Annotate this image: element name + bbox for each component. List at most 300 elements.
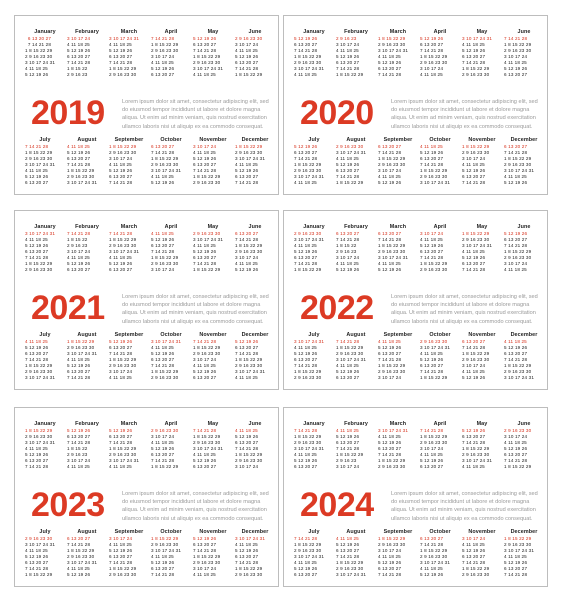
month-name: March <box>389 224 407 230</box>
week-day-row: 4 11 18 25 <box>109 42 132 47</box>
calendar-card-2021 <box>14 210 279 390</box>
week-day-row: 5 12 19 26 <box>67 428 91 433</box>
week-day-row: 5 12 19 26 <box>462 375 486 380</box>
week-day-row: 3 10 17 24 31 <box>336 150 367 155</box>
week-day-row: 7 14 21 28 <box>336 237 360 242</box>
week-day-row: 3 10 17 24 31 <box>294 554 325 559</box>
month-name: October <box>429 137 451 143</box>
week-day-row: 5 12 19 26 <box>336 369 360 374</box>
week-day-row: 3 10 17 24 31 <box>294 446 325 451</box>
week-day-row: 6 13 20 27 <box>193 542 217 547</box>
week-day-row: 7 14 21 28 <box>151 249 175 254</box>
week-day-row: 7 14 21 28 <box>109 60 133 65</box>
week-day-row: 7 14 21 28 <box>336 446 360 451</box>
month-name: June <box>248 29 262 35</box>
week-day-row: 3 10 17 24 31 <box>67 351 98 356</box>
week-day-row: 5 12 19 26 <box>25 174 49 179</box>
week-day-row: 2 9 16 23 30 <box>294 548 322 553</box>
calendar-card-2022 <box>283 210 548 390</box>
week-day-row: 6 13 20 27 <box>420 464 444 469</box>
week-day-row: 1 8 15 22 29 <box>25 572 53 577</box>
week-day-row: 1 8 15 22 29 <box>462 66 490 71</box>
week-day-row: 2 9 16 23 30 <box>462 237 490 242</box>
week-day-row: 7 14 21 28 <box>294 363 318 368</box>
month-block <box>193 29 233 80</box>
week-day-row: 5 12 19 26 <box>67 150 91 155</box>
week-day-row: 3 10 17 24 <box>420 66 444 71</box>
week-day-row: 4 11 18 25 <box>378 339 401 344</box>
week-day-row: 1 8 15 22 29 <box>235 566 263 571</box>
week-day-row: 3 10 17 24 31 <box>235 156 266 161</box>
week-day-row: 5 12 19 26 <box>151 237 175 242</box>
week-day-row: 4 11 18 25 <box>25 339 48 344</box>
week-day-row: 7 14 21 28 <box>193 261 217 266</box>
week-day-row: 7 14 21 28 <box>151 572 175 577</box>
year-title: 2021 <box>31 289 105 327</box>
week-day-row: 6 13 20 27 <box>235 554 259 559</box>
week-day-row: 4 11 18 25 <box>378 54 401 59</box>
week-day-row: 1 8 15 22 29 <box>193 54 221 59</box>
month-block <box>462 137 502 188</box>
week-day-row: 4 11 18 25 <box>193 572 216 577</box>
week-day-row: 2 9 16 23 30 <box>378 249 406 254</box>
week-day-row: 6 13 20 27 <box>504 566 528 571</box>
month-name: March <box>389 421 407 427</box>
week-day-row: 3 10 17 24 31 <box>294 66 325 71</box>
week-day-row: 4 11 18 25 <box>235 48 258 53</box>
week-day-row: 4 11 18 25 <box>151 554 174 559</box>
week-day-row: 6 13 20 27 <box>235 174 259 179</box>
week-day-row: 1 8 15 22 29 <box>25 428 53 433</box>
week-day-row: 6 13 20 27 <box>294 572 318 577</box>
week-day-row: 7 14 21 28 <box>504 150 528 155</box>
week-day-row: 1 8 15 22 29 <box>67 548 95 553</box>
week-day-row: 1 8 15 22 29 <box>420 261 448 266</box>
month-block <box>25 421 65 472</box>
month-block <box>193 332 233 383</box>
month-block <box>151 421 191 472</box>
week-day-row: 4 11 18 25 <box>235 162 258 167</box>
week-day-row: 5 12 19 26 <box>504 345 528 350</box>
week-day-row: 6 13 20 27 <box>25 458 49 463</box>
week-day-row: 7 14 21 28 <box>235 446 259 451</box>
week-day-row: 1 8 15 22 29 <box>25 48 53 53</box>
week-day-row: 3 10 17 24 <box>109 156 133 161</box>
month-name: June <box>517 421 531 427</box>
month-block <box>25 29 65 80</box>
week-day-row: 2 9 16 23 30 <box>378 464 406 469</box>
week-day-row: 4 11 18 25 <box>462 369 485 374</box>
week-day-row: 2 9 16 23 <box>336 458 357 463</box>
week-day-row: 6 13 20 27 <box>151 566 175 571</box>
month-block <box>294 137 334 188</box>
month-name: December <box>241 332 269 338</box>
week-day-row: 6 13 20 27 <box>336 168 360 173</box>
month-name: June <box>517 29 531 35</box>
week-day-row: 3 10 17 24 31 <box>25 231 56 236</box>
week-day-row: 4 11 18 25 <box>25 66 48 71</box>
months-jan-jun <box>290 224 541 275</box>
week-day-row: 1 8 15 22 29 <box>462 351 490 356</box>
month-name: January <box>34 224 56 230</box>
week-day-row: 6 13 20 27 <box>462 174 486 179</box>
placeholder-text: Lorem ipsum dolor sit amet, consectetur adipiscing elit, sed do eiusmod tempor incididunt ut labore et dolore magna aliqua. Ut enim ad minim veniam, quis nostrud exercitation ullamco laboris nisi ut aliquip ex ea commodo consequat. <box>122 99 269 130</box>
week-day-row: 6 13 20 27 <box>336 440 360 445</box>
week-day-row: 5 12 19 26 <box>504 446 528 451</box>
week-day-row: 1 8 15 22 29 <box>235 243 263 248</box>
week-day-row: 1 8 15 22 29 <box>504 464 532 469</box>
month-name: October <box>429 332 451 338</box>
month-name: November <box>199 137 227 143</box>
week-day-row: 7 14 21 28 <box>504 458 528 463</box>
week-day-row: 1 8 15 22 29 <box>67 168 95 173</box>
month-block <box>151 332 191 383</box>
week-day-row: 6 13 20 27 <box>420 536 444 541</box>
month-name: July <box>39 332 51 338</box>
month-name: December <box>241 529 269 535</box>
week-day-row: 7 14 21 28 <box>336 339 360 344</box>
week-day-row: 3 10 17 24 31 <box>378 428 409 433</box>
week-day-row: 3 10 17 24 <box>67 249 91 254</box>
week-day-row: 2 9 16 23 30 <box>294 168 322 173</box>
month-name: September <box>114 137 144 143</box>
week-day-row: 7 14 21 28 <box>109 231 133 236</box>
week-day-row: 6 13 20 27 <box>294 464 318 469</box>
week-day-row: 3 10 17 24 31 <box>193 446 224 451</box>
week-day-row: 6 13 20 27 <box>462 261 486 266</box>
week-day-row: 4 11 18 25 <box>462 542 485 547</box>
months-jul-dec <box>290 332 541 383</box>
week-day-row: 1 8 15 22 29 <box>504 249 532 254</box>
week-day-row: 2 9 16 23 30 <box>378 162 406 167</box>
week-day-row: 2 9 16 23 30 <box>504 428 532 433</box>
week-day-row: 5 12 19 26 <box>462 428 486 433</box>
month-block <box>420 421 460 472</box>
week-day-row: 5 12 19 26 <box>420 357 444 362</box>
month-block <box>336 224 376 275</box>
calendar-card-2023 <box>14 407 279 587</box>
week-day-row: 3 10 17 24 <box>462 363 486 368</box>
week-day-row: 4 11 18 25 <box>109 375 132 380</box>
month-name: October <box>160 137 182 143</box>
month-block <box>151 224 191 275</box>
week-day-row: 2 9 16 23 30 <box>151 428 179 433</box>
week-day-row: 2 9 16 23 30 <box>462 357 490 362</box>
week-day-row: 6 13 20 27 <box>109 345 133 350</box>
month-name: October <box>160 332 182 338</box>
week-day-row: 5 12 19 26 <box>462 255 486 260</box>
month-name: May <box>476 29 488 35</box>
month-name: February <box>75 421 99 427</box>
week-day-row: 1 8 15 22 29 <box>378 156 406 161</box>
week-day-row: 1 8 15 22 29 <box>25 363 53 368</box>
week-day-row: 7 14 21 28 <box>420 428 444 433</box>
month-block <box>67 421 107 472</box>
week-day-row: 7 14 21 28 <box>109 351 133 356</box>
month-block <box>235 332 275 383</box>
month-block <box>193 137 233 188</box>
week-day-row: 6 13 20 27 <box>294 42 318 47</box>
week-day-row: 2 9 16 23 30 <box>420 60 448 65</box>
week-day-row: 7 14 21 28 <box>109 180 133 185</box>
month-block <box>109 421 149 472</box>
week-day-row: 4 11 18 25 <box>151 60 174 65</box>
week-day-row: 5 12 19 26 <box>294 351 318 356</box>
month-block <box>336 29 376 80</box>
week-day-row: 4 11 18 25 <box>294 452 317 457</box>
week-day-row: 1 8 15 22 29 <box>151 464 179 469</box>
placeholder-text: Lorem ipsum dolor sit amet, consectetur adipiscing elit, sed do eiusmod tempor incididunt ut labore et dolore magna aliqua. Ut enim ad minim veniam, quis nostrud exercitation ullamco laboris nisi ut aliquip ex ea commodo consequat. <box>391 491 538 522</box>
week-day-row: 2 9 16 23 30 <box>25 369 53 374</box>
month-name: November <box>468 137 496 143</box>
week-day-row: 5 12 19 26 <box>67 48 91 53</box>
month-block <box>378 332 418 383</box>
week-day-row: 2 9 16 23 30 <box>504 542 532 547</box>
week-day-row: 6 13 20 27 <box>235 231 259 236</box>
month-name: September <box>114 529 144 535</box>
month-block <box>109 29 149 80</box>
week-day-row: 2 9 16 23 30 <box>109 572 137 577</box>
week-day-row: 2 9 16 23 30 <box>420 554 448 559</box>
month-name: January <box>303 421 325 427</box>
week-day-row: 3 10 17 24 <box>378 168 402 173</box>
week-day-row: 3 10 17 24 <box>504 261 528 266</box>
month-block <box>25 224 65 275</box>
week-day-row: 1 8 15 22 29 <box>462 446 490 451</box>
week-day-row: 6 13 20 27 <box>504 452 528 457</box>
week-day-row: 6 13 20 27 <box>504 237 528 242</box>
week-day-row: 4 11 18 25 <box>420 452 443 457</box>
week-day-row: 3 10 17 24 <box>336 464 360 469</box>
week-day-row: 7 14 21 28 <box>378 357 402 362</box>
week-day-row: 5 12 19 26 <box>235 548 259 553</box>
week-day-row: 7 14 21 28 <box>151 363 175 368</box>
month-name: July <box>308 137 320 143</box>
week-day-row: 4 11 18 25 <box>462 464 485 469</box>
week-day-row: 4 11 18 25 <box>336 261 359 266</box>
week-day-row: 4 11 18 25 <box>462 162 485 167</box>
week-day-row: 4 11 18 25 <box>462 42 485 47</box>
month-name: February <box>75 224 99 230</box>
week-day-row: 1 8 15 22 29 <box>151 255 179 260</box>
week-day-row: 7 14 21 28 <box>67 542 91 547</box>
week-day-row: 3 10 17 24 <box>193 566 217 571</box>
week-day-row: 3 10 17 24 <box>336 255 360 260</box>
month-name: September <box>383 332 413 338</box>
month-name: January <box>303 224 325 230</box>
week-day-row: 2 9 16 23 <box>336 36 357 41</box>
month-name: February <box>344 29 368 35</box>
week-day-row: 2 9 16 23 30 <box>235 363 263 368</box>
week-day-row: 3 10 17 24 31 <box>462 243 493 248</box>
week-day-row: 4 11 18 25 <box>193 72 216 77</box>
week-day-row: 6 13 20 27 <box>109 554 133 559</box>
week-day-row: 3 10 17 24 31 <box>151 548 182 553</box>
placeholder-text: Lorem ipsum dolor sit amet, consectetur adipiscing elit, sed do eiusmod tempor incididunt ut labore et dolore magna aliqua. Ut enim ad minim veniam, quis nostrud exercitation ullamco laboris nisi ut aliquip ex ea commodo consequat. <box>391 99 538 130</box>
placeholder-text: Lorem ipsum dolor sit amet, consectetur adipiscing elit, sed do eiusmod tempor incididunt ut labore et dolore magna aliqua. Ut enim ad minim veniam, quis nostrud exercitation ullamco laboris nisi ut aliquip ex ea commodo consequat. <box>122 294 269 325</box>
week-day-row: 4 11 18 25 <box>109 464 132 469</box>
week-day-row: 5 12 19 26 <box>151 351 175 356</box>
week-day-row: 3 10 17 24 <box>420 231 444 236</box>
week-day-row: 6 13 20 27 <box>25 180 49 185</box>
week-day-row: 5 12 19 26 <box>420 36 444 41</box>
week-day-row: 1 8 15 22 29 <box>109 66 137 71</box>
week-day-row: 4 11 18 25 <box>420 144 443 149</box>
week-day-row: 7 14 21 28 <box>151 458 175 463</box>
week-day-row: 2 9 16 23 30 <box>25 156 53 161</box>
week-day-row: 5 12 19 26 <box>336 434 360 439</box>
week-day-row: 1 8 15 22 29 <box>193 174 221 179</box>
month-name: August <box>346 137 366 143</box>
week-day-row: 2 9 16 23 30 <box>235 150 263 155</box>
week-day-row: 5 12 19 26 <box>378 345 402 350</box>
week-day-row: 7 14 21 28 <box>67 60 91 65</box>
week-day-row: 1 8 15 22 29 <box>109 357 137 362</box>
week-day-row: 6 13 20 27 <box>25 249 49 254</box>
week-day-row: 7 14 21 28 <box>193 339 217 344</box>
month-block <box>235 529 275 580</box>
month-name: July <box>308 332 320 338</box>
week-day-row: 1 8 15 22 29 <box>193 554 221 559</box>
calendar-card-2020 <box>283 15 548 195</box>
month-block <box>109 137 149 188</box>
month-block <box>235 421 275 472</box>
month-name: November <box>468 529 496 535</box>
week-day-row: 7 14 21 28 <box>420 369 444 374</box>
week-day-row: 6 13 20 27 <box>336 231 360 236</box>
week-day-row: 6 13 20 27 <box>378 446 402 451</box>
week-day-row: 1 8 15 22 29 <box>294 369 322 374</box>
month-block <box>235 224 275 275</box>
week-day-row: 6 13 20 27 <box>67 434 91 439</box>
month-block <box>193 224 233 275</box>
month-block <box>336 421 376 472</box>
week-day-row: 1 8 15 22 29 <box>235 144 263 149</box>
month-name: January <box>34 421 56 427</box>
week-day-row: 1 8 15 22 29 <box>378 363 406 368</box>
week-day-row: 6 13 20 27 <box>420 156 444 161</box>
week-day-row: 7 14 21 28 <box>67 440 91 445</box>
week-day-row: 4 11 18 25 <box>462 249 485 254</box>
week-day-row: 3 10 17 24 31 <box>151 168 182 173</box>
week-day-row: 7 14 21 28 <box>336 66 360 71</box>
week-day-row: 3 10 17 24 31 <box>193 66 224 71</box>
month-block <box>378 421 418 472</box>
month-name: August <box>346 332 366 338</box>
week-day-row: 3 10 17 24 <box>378 548 402 553</box>
week-day-row: 6 13 20 27 <box>378 566 402 571</box>
week-day-row: 2 9 16 23 30 <box>67 554 95 559</box>
week-day-row: 7 14 21 28 <box>67 375 91 380</box>
week-day-row: 6 13 20 27 <box>504 351 528 356</box>
week-day-row: 5 12 19 26 <box>193 36 217 41</box>
week-day-row: 3 10 17 24 <box>193 357 217 362</box>
month-name: March <box>120 224 138 230</box>
months-jul-dec <box>290 137 541 188</box>
week-day-row: 5 12 19 26 <box>294 566 318 571</box>
week-day-row: 3 10 17 24 31 <box>504 168 535 173</box>
month-block <box>378 529 418 580</box>
week-day-row: 5 12 19 26 <box>294 458 318 463</box>
week-day-row: 6 13 20 27 <box>67 369 91 374</box>
week-day-row: 5 12 19 26 <box>504 231 528 236</box>
week-day-row: 5 12 19 26 <box>151 66 175 71</box>
week-day-row: 3 10 17 24 31 <box>378 48 409 53</box>
week-day-row: 1 8 15 22 29 <box>193 345 221 350</box>
week-day-row: 7 14 21 28 <box>25 464 49 469</box>
week-day-row: 5 12 19 26 <box>336 162 360 167</box>
week-day-row: 2 9 16 23 30 <box>151 542 179 547</box>
week-day-row: 2 9 16 23 30 <box>462 150 490 155</box>
year-title: 2024 <box>300 486 374 524</box>
week-day-row: 5 12 19 26 <box>25 72 49 77</box>
week-day-row: 7 14 21 28 <box>235 66 259 71</box>
month-name: April <box>433 29 447 35</box>
week-day-row: 4 11 18 25 <box>336 428 359 433</box>
week-day-row: 1 8 15 22 <box>67 237 88 242</box>
week-day-row: 7 14 21 28 <box>504 357 528 362</box>
week-day-row: 6 13 20 27 <box>235 345 259 350</box>
month-name: October <box>429 529 451 535</box>
month-name: January <box>34 29 56 35</box>
week-day-row: 6 13 20 27 <box>193 255 217 260</box>
week-day-row: 3 10 17 24 <box>235 42 259 47</box>
week-day-row: 5 12 19 26 <box>336 542 360 547</box>
week-day-row: 3 10 17 24 <box>235 255 259 260</box>
week-day-row: 7 14 21 28 <box>504 36 528 41</box>
week-day-row: 4 11 18 25 <box>420 566 443 571</box>
week-day-row: 6 13 20 27 <box>25 351 49 356</box>
week-day-row: 1 8 15 22 29 <box>378 458 406 463</box>
week-day-row: 2 9 16 23 30 <box>336 351 364 356</box>
week-day-row: 6 13 20 27 <box>235 440 259 445</box>
week-day-row: 2 9 16 23 30 <box>294 231 322 236</box>
week-day-row: 3 10 17 24 <box>67 458 91 463</box>
months-jan-jun <box>290 421 541 472</box>
week-day-row: 4 11 18 25 <box>336 156 359 161</box>
week-day-row: 5 12 19 26 <box>504 560 528 565</box>
month-name: January <box>303 29 325 35</box>
week-day-row: 6 13 20 27 <box>504 144 528 149</box>
week-day-row: 2 9 16 23 30 <box>151 261 179 266</box>
week-day-row: 4 11 18 25 <box>378 434 401 439</box>
week-day-row: 7 14 21 28 <box>235 237 259 242</box>
week-day-row: 6 13 20 27 <box>378 231 402 236</box>
month-name: May <box>207 224 219 230</box>
week-day-row: 6 13 20 27 <box>151 243 175 248</box>
week-day-row: 5 12 19 26 <box>378 560 402 565</box>
week-day-row: 3 10 17 24 31 <box>235 369 266 374</box>
week-day-row: 5 12 19 26 <box>378 267 402 272</box>
week-day-row: 2 9 16 23 30 <box>378 369 406 374</box>
week-day-row: 6 13 20 27 <box>109 434 133 439</box>
week-day-row: 2 9 16 23 30 <box>420 267 448 272</box>
week-day-row: 1 8 15 22 29 <box>504 42 532 47</box>
month-name: March <box>120 29 138 35</box>
week-day-row: 7 14 21 28 <box>462 60 486 65</box>
week-day-row: 5 12 19 26 <box>462 48 486 53</box>
week-day-row: 7 14 21 28 <box>193 168 217 173</box>
week-day-row: 2 9 16 23 30 <box>193 351 221 356</box>
week-day-row: 2 9 16 23 30 <box>235 36 263 41</box>
week-day-row: 1 8 15 22 29 <box>294 267 322 272</box>
week-day-row: 5 12 19 26 <box>378 60 402 65</box>
week-day-row: 6 13 20 27 <box>151 144 175 149</box>
week-day-row: 2 9 16 23 30 <box>462 572 490 577</box>
week-day-row: 3 10 17 24 31 <box>109 249 140 254</box>
week-day-row: 2 9 16 23 30 <box>151 375 179 380</box>
month-block <box>235 29 275 80</box>
